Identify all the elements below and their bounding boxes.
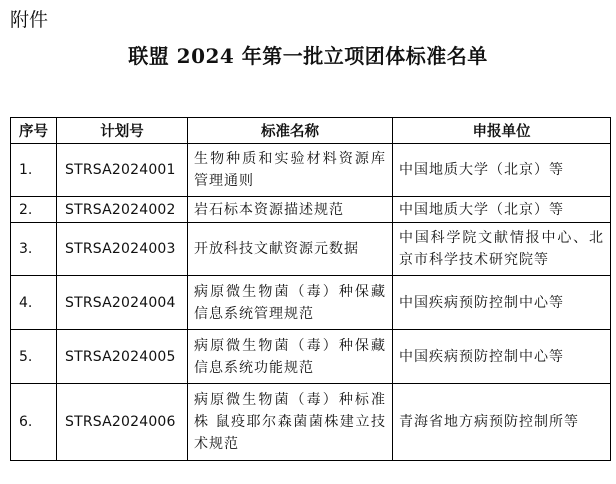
cell-standard-name: 病原微生物菌（毒）种保藏信息系统功能规范	[188, 330, 393, 384]
standards-table	[10, 117, 611, 461]
cell-plan-no: STRSA2024001	[57, 144, 188, 197]
cell-plan-no: STRSA2024002	[57, 197, 188, 223]
cell-seq: 5.	[11, 330, 57, 384]
cell-applicant: 青海省地方病预防控制所等	[393, 384, 611, 461]
cell-plan-no: STRSA2024004	[57, 276, 188, 330]
cell-seq: 3.	[11, 223, 57, 276]
table-row	[11, 223, 611, 276]
table-header-row	[11, 118, 611, 144]
header-standard-name: 标准名称	[188, 118, 393, 144]
cell-standard-name: 生物种质和实验材料资源库管理通则	[188, 144, 393, 197]
header-applicant: 申报单位	[393, 118, 611, 144]
cell-plan-no: STRSA2024003	[57, 223, 188, 276]
cell-applicant: 中国疾病预防控制中心等	[393, 276, 611, 330]
cell-standard-name: 岩石标本资源描述规范	[188, 197, 393, 223]
attachment-label: 附件	[10, 9, 49, 31]
cell-applicant: 中国地质大学（北京）等	[393, 144, 611, 197]
document-title: 联盟 2024 年第一批立项团体标准名单	[128, 44, 488, 68]
cell-plan-no: STRSA2024006	[57, 384, 188, 461]
cell-standard-name: 病原微生物菌（毒）种保藏信息系统管理规范	[188, 276, 393, 330]
cell-seq: 6.	[11, 384, 57, 461]
table-row	[11, 330, 611, 384]
header-seq: 序号	[11, 118, 57, 144]
table-row	[11, 276, 611, 330]
cell-plan-no: STRSA2024005	[57, 330, 188, 384]
table-row	[11, 384, 611, 461]
cell-standard-name: 开放科技文献资源元数据	[188, 223, 393, 276]
cell-seq: 2.	[11, 197, 57, 223]
cell-applicant: 中国科学院文献情报中心、北京市科学技术研究院等	[393, 223, 611, 276]
table-row	[11, 197, 611, 223]
cell-seq: 4.	[11, 276, 57, 330]
cell-standard-name: 病原微生物菌（毒）种标准株 鼠疫耶尔森菌菌株建立技术规范	[188, 384, 393, 461]
cell-seq: 1.	[11, 144, 57, 197]
table-row	[11, 144, 611, 197]
cell-applicant: 中国疾病预防控制中心等	[393, 330, 611, 384]
header-plan-no: 计划号	[57, 118, 188, 144]
cell-applicant: 中国地质大学（北京）等	[393, 197, 611, 223]
